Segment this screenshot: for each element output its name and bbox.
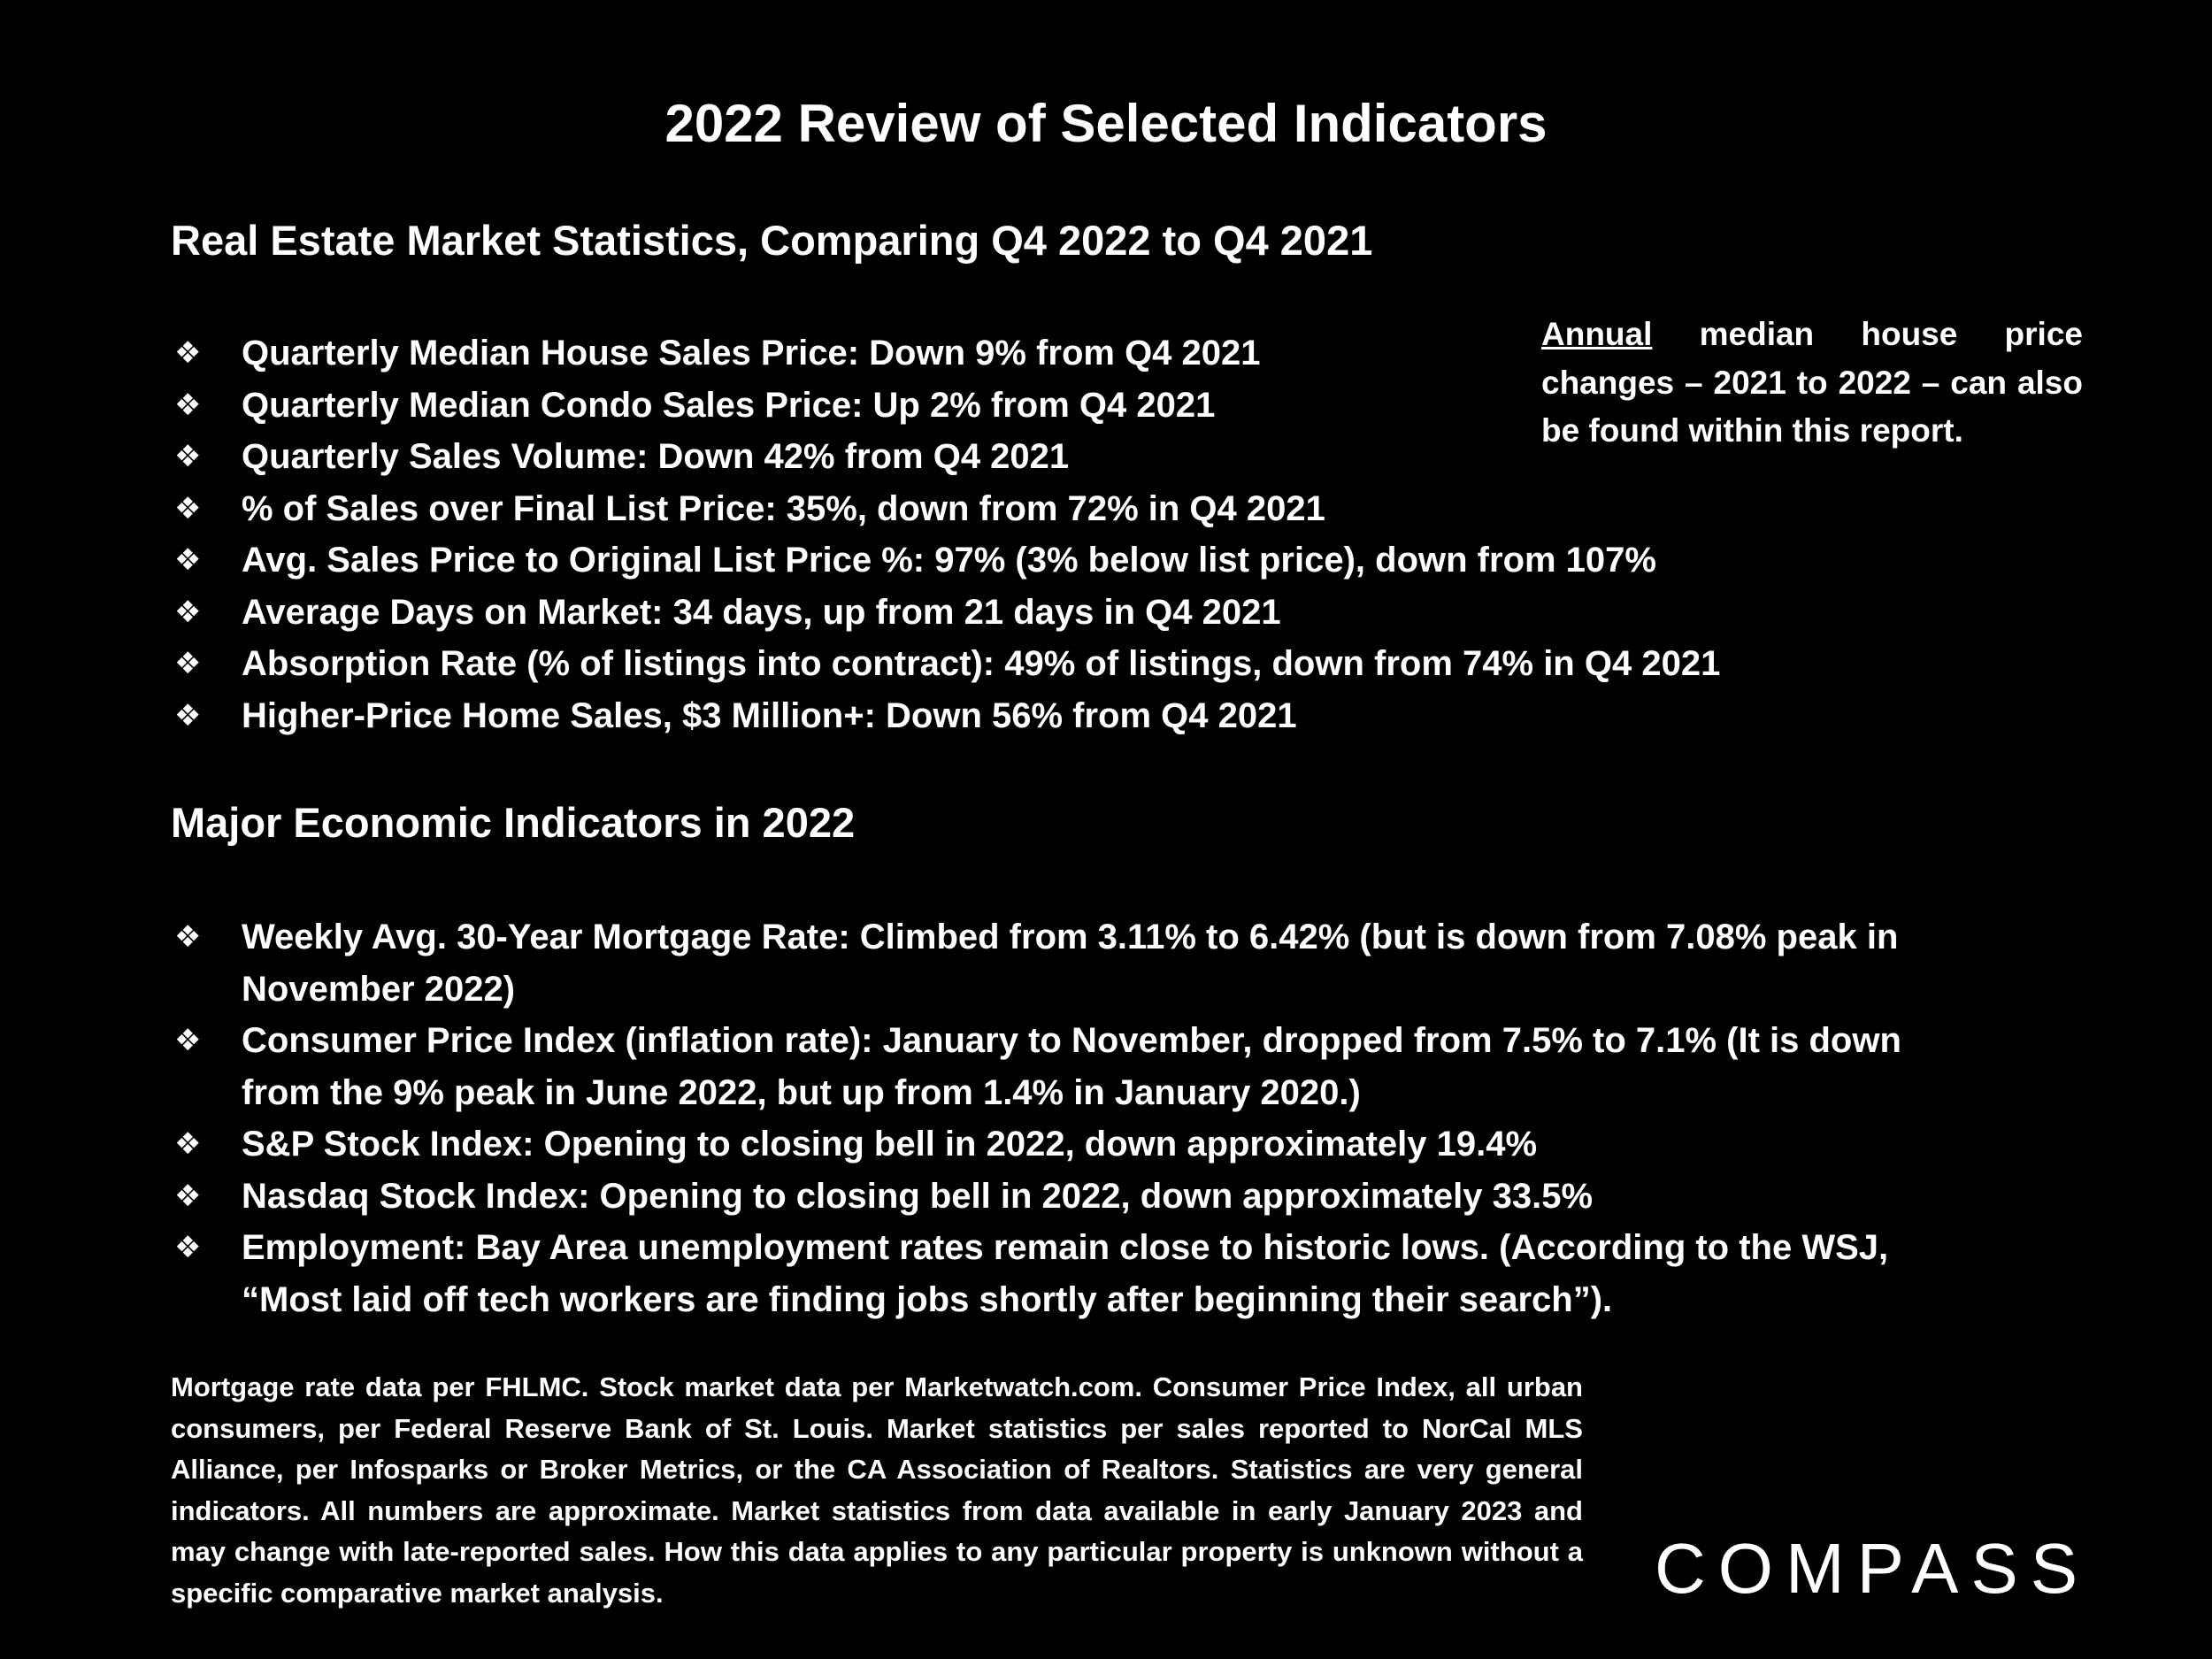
diamond-bullet-icon: ❖ <box>174 920 202 954</box>
list-item: ❖ Avg. Sales Price to Original List Price %: 97% (3% below list price), down from 107% <box>171 534 1852 587</box>
compass-logo: COMPASS <box>1655 1529 2091 1608</box>
diamond-bullet-icon: ❖ <box>174 440 202 473</box>
real-estate-heading: Real Estate Market Statistics, Comparing Q4 2022 to Q4 2021 <box>171 217 1373 264</box>
list-item: ❖ Quarterly Sales Volume: Down 42% from Q4 2021 <box>171 431 1852 483</box>
diamond-bullet-icon: ❖ <box>174 543 202 577</box>
page-title: 2022 Review of Selected Indicators <box>664 94 1548 153</box>
list-item: ❖ Absorption Rate (% of listings into contract): 49% of listings, down from 74% in Q4 2021 <box>171 638 1852 690</box>
note-underlined: Annual <box>1541 316 1653 352</box>
list-item: ❖ Quarterly Median Condo Sales Price: Up 2% from Q4 2021 <box>171 380 1852 432</box>
diamond-bullet-icon: ❖ <box>174 336 202 370</box>
diamond-bullet-icon: ❖ <box>174 595 202 629</box>
annual-price-note <box>1541 311 2083 456</box>
list-item: ❖ Higher-Price Home Sales, $3 Million+: Down 56% from Q4 2021 <box>171 690 1852 742</box>
source-footnote: Mortgage rate data per FHLMC. Stock market data per Marketwatch.com. Consumer Price Index, all urban consumers, per Federal Reserve Bank of St. Louis. Market statistics per sales reported to NorCal MLS Alliance, per Infosparks or Broker Metrics, or the CA Association of Realtors. Statistics are very general indicators. All numbers are approximate. Market statistics from data available in early January 2023 and may change with late-reported sales. How this data applies to any particular property is unknown without a specific comparative market analysis. <box>171 1371 1583 1609</box>
diamond-bullet-icon: ❖ <box>174 1179 202 1213</box>
diamond-bullet-icon: ❖ <box>174 698 202 733</box>
list-item: ❖ Employment: Bay Area unemployment rates remain close to historic lows. (According to the WSJ, “Most laid off tech workers are finding jobs shortly after beginning their search”). <box>171 1222 1905 1325</box>
list-item: ❖ Quarterly Median House Sales Price: Down 9% from Q4 2021 <box>171 327 1852 380</box>
note-text: median house price changes – 2021 to 2022 – can also be found within this report. <box>1541 316 2083 449</box>
list-item: ❖ Consumer Price Index (inflation rate): January to November, dropped from 7.5% to 7.1% (It is down from the 9% peak in June 2022, but up from 1.4% in January 2020.) <box>171 1015 1905 1118</box>
diamond-bullet-icon: ❖ <box>174 1231 202 1264</box>
diamond-bullet-icon: ❖ <box>174 1127 202 1161</box>
diamond-bullet-icon: ❖ <box>174 388 202 422</box>
list-item: ❖ Weekly Avg. 30-Year Mortgage Rate: Climbed from 3.11% to 6.42% (but is down from 7.08% peak in November 2022) <box>171 911 1905 1015</box>
diamond-bullet-icon: ❖ <box>174 491 202 526</box>
economic-list <box>171 911 1905 1325</box>
list-item: ❖ Average Days on Market: 34 days, up from 21 days in Q4 2021 <box>171 587 1852 639</box>
list-item: ❖ Nasdaq Stock Index: Opening to closing bell in 2022, down approximately 33.5% <box>171 1171 1905 1223</box>
list-item: ❖ % of Sales over Final List Price: 35%, down from 72% in Q4 2021 <box>171 483 1852 535</box>
economic-heading: Major Economic Indicators in 2022 <box>171 799 856 846</box>
diamond-bullet-icon: ❖ <box>174 647 202 680</box>
list-item: ❖ S&P Stock Index: Opening to closing bell in 2022, down approximately 19.4% <box>171 1118 1905 1171</box>
diamond-bullet-icon: ❖ <box>174 1024 202 1057</box>
